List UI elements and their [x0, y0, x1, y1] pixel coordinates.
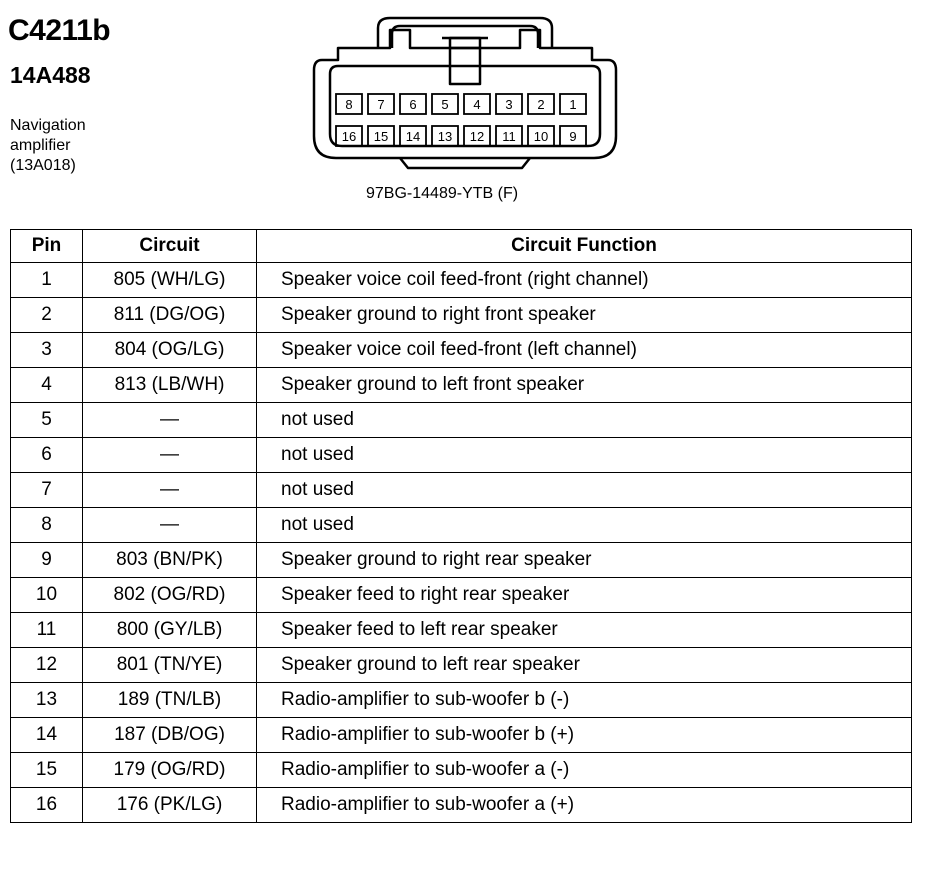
table-row: [11, 718, 912, 753]
component-description: [10, 116, 86, 176]
pin-grid: [336, 94, 586, 146]
connector-face-drawing: [300, 8, 630, 178]
connector-pin-number: 15: [373, 129, 389, 144]
function-cell: Radio-amplifier to sub-woofer a (+): [257, 788, 912, 823]
function-cell: not used: [257, 473, 912, 508]
function-cell: not used: [257, 508, 912, 543]
table-row: [11, 333, 912, 368]
circuit-cell: 187 (DB/OG): [83, 718, 257, 753]
circuit-cell: 801 (TN/YE): [83, 648, 257, 683]
connector-pin-number: 5: [441, 97, 449, 112]
table-row: [11, 368, 912, 403]
pin-cell: 12: [11, 648, 83, 683]
pin-cell: 3: [11, 333, 83, 368]
table-row: [11, 578, 912, 613]
header-pin: Pin: [11, 230, 83, 263]
table-row: [11, 403, 912, 438]
circuit-cell: —: [83, 403, 257, 438]
pinout-table: [10, 229, 912, 823]
component-line: Navigation: [10, 117, 86, 134]
table-row: [11, 648, 912, 683]
table-row: [11, 508, 912, 543]
connector-pin-number: 11: [502, 129, 516, 144]
pin-cell: 4: [11, 368, 83, 403]
pin-cell: 13: [11, 683, 83, 718]
function-cell: Speaker ground to left rear speaker: [257, 648, 912, 683]
table-row: [11, 263, 912, 298]
function-cell: Speaker ground to left front speaker: [257, 368, 912, 403]
function-cell: Speaker voice coil feed-front (left channel): [257, 333, 912, 368]
function-cell: not used: [257, 403, 912, 438]
connector-pin-number: 10: [533, 129, 549, 144]
connector-pin-number: 1: [569, 97, 577, 112]
circuit-cell: —: [83, 508, 257, 543]
circuit-cell: 813 (LB/WH): [83, 368, 257, 403]
pin-cell: 1: [11, 263, 83, 298]
table-row: [11, 753, 912, 788]
connector-part-label: 97BG-14489-YTB (F): [366, 185, 519, 202]
latch-icon: [450, 38, 480, 84]
table-row: [11, 683, 912, 718]
connector-pin-number: 6: [409, 97, 417, 112]
pin-cell: 11: [11, 613, 83, 648]
function-cell: Speaker feed to left rear speaker: [257, 613, 912, 648]
connector-pin-number: 4: [473, 97, 481, 112]
pin-cell: 2: [11, 298, 83, 333]
table-row: [11, 613, 912, 648]
table-row: [11, 543, 912, 578]
connector-pin-number: 12: [469, 129, 485, 144]
circuit-cell: 802 (OG/RD): [83, 578, 257, 613]
function-cell: Speaker ground to right rear speaker: [257, 543, 912, 578]
circuit-cell: —: [83, 473, 257, 508]
function-cell: Speaker feed to right rear speaker: [257, 578, 912, 613]
locking-tab-icon: [378, 18, 552, 48]
table-row: [11, 298, 912, 333]
connector-pin-number: 16: [341, 129, 357, 144]
connector-pin-number: 13: [437, 129, 453, 144]
circuit-cell: 176 (PK/LG): [83, 788, 257, 823]
pin-cell: 8: [11, 508, 83, 543]
connector-id: C4211b: [8, 14, 111, 47]
connector-pin-number: 3: [505, 97, 513, 112]
circuit-cell: 803 (BN/PK): [83, 543, 257, 578]
pin-cell: 9: [11, 543, 83, 578]
pin-cell: 10: [11, 578, 83, 613]
function-cell: Speaker voice coil feed-front (right channel): [257, 263, 912, 298]
table-row: [11, 438, 912, 473]
connector-pin-number: 8: [345, 97, 353, 112]
function-cell: Radio-amplifier to sub-woofer b (-): [257, 683, 912, 718]
circuit-cell: 189 (TN/LB): [83, 683, 257, 718]
pin-cell: 5: [11, 403, 83, 438]
part-number: 14A488: [10, 62, 91, 88]
pin-cell: 15: [11, 753, 83, 788]
connector-pin-number: 14: [405, 129, 421, 144]
table-header-row: [11, 230, 912, 263]
circuit-cell: —: [83, 438, 257, 473]
circuit-cell: 800 (GY/LB): [83, 613, 257, 648]
table-row: [11, 473, 912, 508]
function-cell: Speaker ground to right front speaker: [257, 298, 912, 333]
pin-cell: 14: [11, 718, 83, 753]
table-row: [11, 788, 912, 823]
circuit-cell: 805 (WH/LG): [83, 263, 257, 298]
header-circuit-function: Circuit Function: [257, 230, 912, 263]
connector-pin-number: 7: [377, 97, 385, 112]
header-circuit: Circuit: [83, 230, 257, 263]
function-cell: Radio-amplifier to sub-woofer a (-): [257, 753, 912, 788]
circuit-cell: 811 (DG/OG): [83, 298, 257, 333]
circuit-cell: 804 (OG/LG): [83, 333, 257, 368]
function-cell: not used: [257, 438, 912, 473]
component-line: amplifier: [10, 137, 71, 154]
circuit-cell: 179 (OG/RD): [83, 753, 257, 788]
component-line: (13A018): [10, 157, 76, 174]
connector-pin-number: 9: [569, 129, 577, 144]
pin-cell: 16: [11, 788, 83, 823]
connector-pin-number: 2: [537, 97, 545, 112]
function-cell: Radio-amplifier to sub-woofer b (+): [257, 718, 912, 753]
pin-cell: 7: [11, 473, 83, 508]
pin-cell: 6: [11, 438, 83, 473]
